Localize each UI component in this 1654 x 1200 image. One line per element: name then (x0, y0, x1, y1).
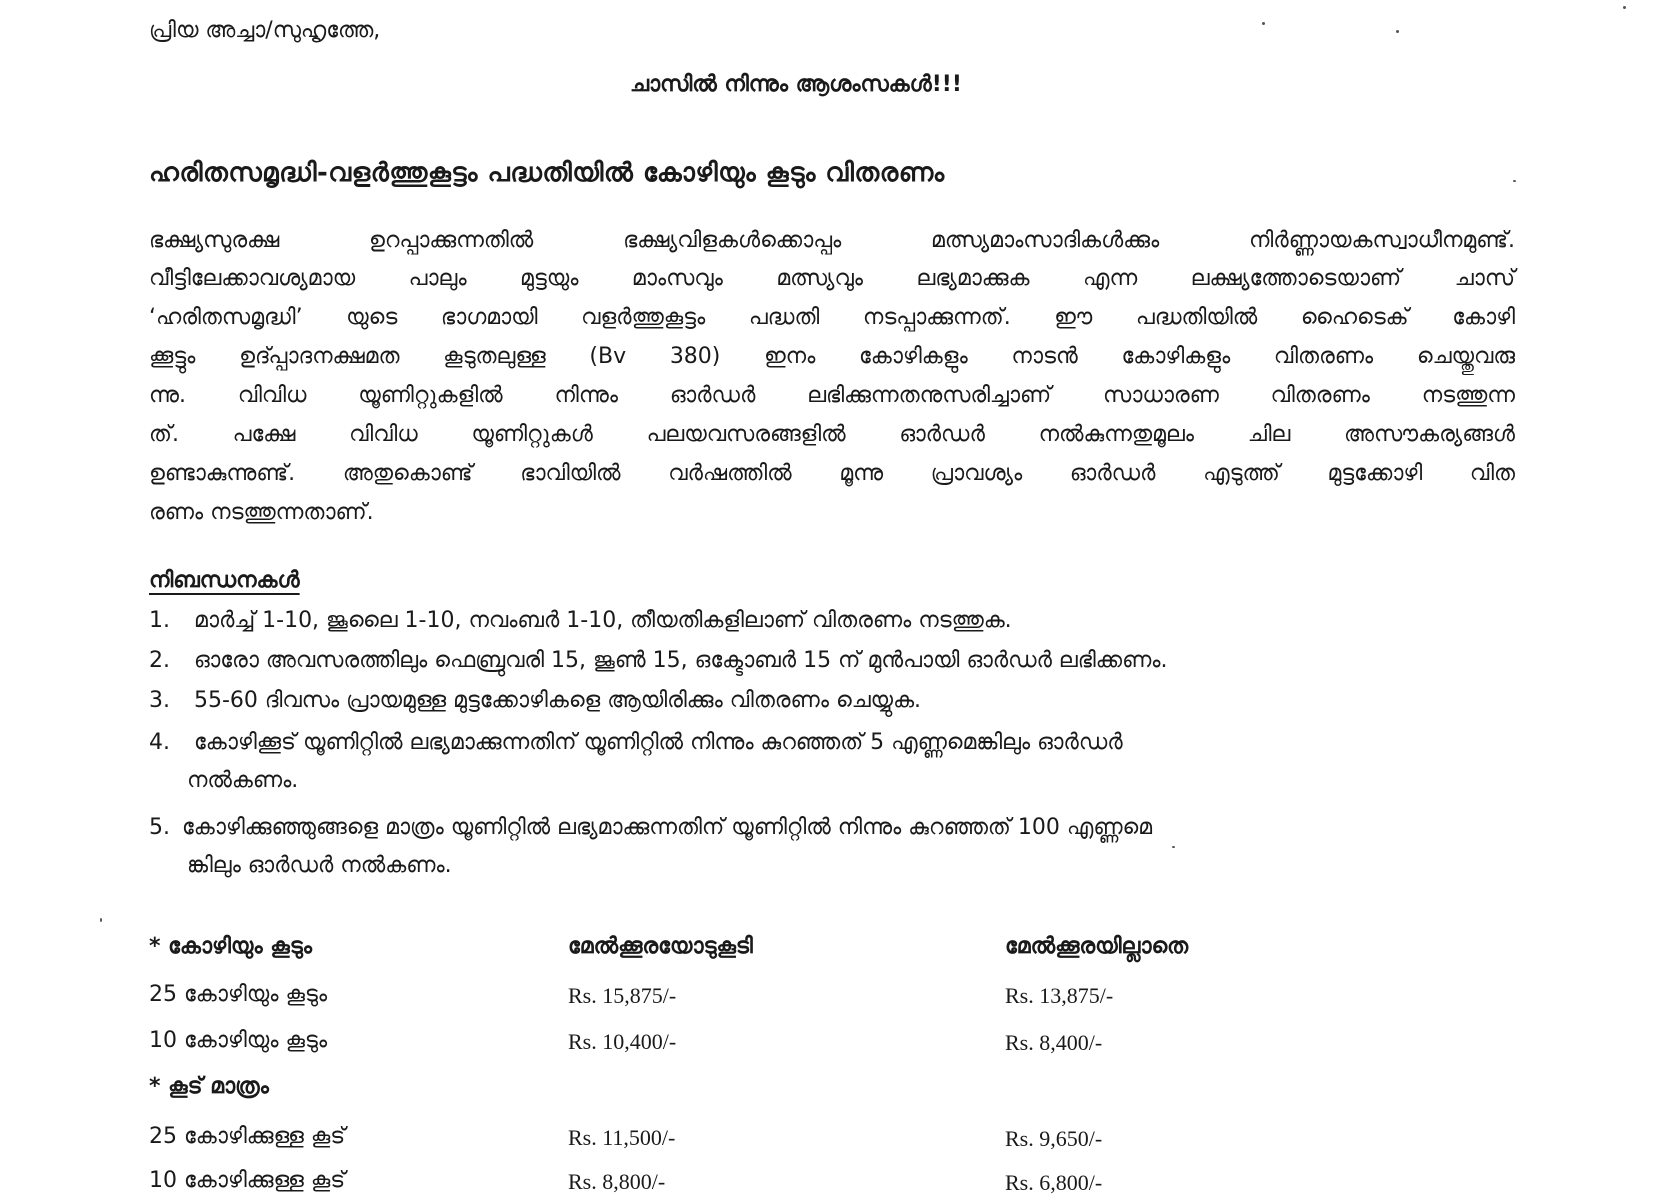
scan-speck (100, 918, 102, 922)
price-group-heading: * കൂട് മാത്രം (149, 1074, 269, 1099)
paragraph-line: വീട്ടിലേക്കാവശ്യമായ പാലും മുട്ടയും മാംസവും മത്സ്യവും ലഭ്യമാക്കുക എന്ന ലക്ഷ്യത്തോടെയാണ് ചാസ് (149, 266, 1515, 291)
paragraph-line: ത്. പക്ഷേ വിവിധ യൂണിറ്റുകൾ പലയവസരങ്ങളിൽ ഓർഡർ നൽകുന്നതുമൂലം ചില അസൗകര്യങ്ങൾ (149, 422, 1515, 447)
condition-number: 4. (149, 730, 170, 755)
price-with-roof: Rs. 10,400/- (568, 1029, 677, 1054)
price-row-item: 10 കോഴിയും കൂടും (149, 1028, 328, 1053)
letter-title: ഹരിതസമൃദ്ധി-വളർത്തുകൂട്ടം പദ്ധതിയിൽ കോഴിയും കൂടും വിതരണം (149, 158, 945, 188)
scan-speck (1396, 30, 1399, 33)
scan-speck (1262, 22, 1265, 25)
price-row-item: 10 കോഴിക്കുള്ള കൂട് (149, 1168, 346, 1193)
scan-speck (1513, 180, 1516, 182)
condition-continuation: ങ്കിലും ഓർഡർ നൽകണം. (187, 853, 452, 878)
price-with-roof: Rs. 11,500/- (568, 1125, 676, 1150)
paragraph-line: ഭക്ഷ്യസുരക്ഷ ഉറപ്പാക്കുന്നതിൽ ഭക്ഷ്യവിളകൾക്കൊപ്പം മത്സ്യമാംസാദികൾക്കും നിർണ്ണായകസ്വാധീനമുണ്ട്. (149, 228, 1515, 253)
conditions-heading: നിബന്ധനകൾ (149, 568, 300, 593)
condition-number: 5. (149, 815, 170, 840)
price-without-roof: Rs. 9,650/- (1005, 1126, 1103, 1151)
price-table-header-with-roof: മേൽക്കൂരയോടുകൂടി (568, 934, 753, 959)
condition-text: കോഴിക്കൂട് യൂണിറ്റിൽ ലഭ്യമാക്കുന്നതിന് യൂണിറ്റിൽ നിന്നും കുറഞ്ഞത് 5 എണ്ണമെങ്കിലും ഓർഡർ (194, 730, 1123, 755)
condition-text: 55-60 ദിവസം പ്രായമുള്ള മുട്ടക്കോഴികളെ ആയിരിക്കും വിതരണം ചെയ്യുക. (194, 688, 922, 713)
price-without-roof: Rs. 6,800/- (1005, 1170, 1103, 1195)
paragraph-line: ഉണ്ടാകുന്നുണ്ട്. അതുകൊണ്ട് ഭാവിയിൽ വർഷത്തിൽ മൂന്നു പ്രാവശ്യം ഓർഡർ എടുത്ത് മുട്ടക്കോഴി വിത (149, 461, 1515, 486)
scan-speck (1623, 6, 1626, 9)
paragraph-line: ന്നു. വിവിധ യൂണിറ്റുകളിൽ നിന്നും ഓർഡർ ലഭിക്കുന്നതനുസരിച്ചാണ് സാധാരണ വിതരണം നടത്തുന്ന (149, 383, 1515, 408)
condition-text: മാർച്ച് 1-10, ജൂലൈ 1-10, നവംബർ 1-10, തീയതികളിലാണ് വിതരണം നടത്തുക. (194, 608, 1012, 633)
price-without-roof: Rs. 8,400/- (1005, 1030, 1103, 1055)
condition-text: ഓരോ അവസരത്തിലും ഫെബ്രുവരി 15, ജൂൺ 15, ഒക്ടോബർ 15 ന് മുൻപായി ഓർഡർ ലഭിക്കണം. (194, 648, 1168, 673)
price-without-roof: Rs. 13,875/- (1005, 983, 1114, 1008)
salutation: പ്രിയ അച്ചാ/സുഹൃത്തേ, (149, 18, 381, 43)
price-row-item: 25 കോഴിയും കൂടും (149, 982, 328, 1007)
price-table-header-without-roof: മേൽക്കൂരയില്ലാതെ (1005, 934, 1189, 959)
price-row-item: 25 കോഴിക്കുള്ള കൂട് (149, 1124, 346, 1149)
greeting-line: ചാസിൽ നിന്നും ആശംസകൾ!!! (630, 72, 962, 97)
paragraph-line: ക്കൂട്ടും ഉദ്പ്പാദനക്ഷമത കൂടുതലുള്ള (Bv 380) ഇനം കോഴികളും നാടൻ കോഴികളും വിതരണം ചെയ്തുവരു (149, 344, 1515, 369)
condition-continuation: നൽകണം. (187, 768, 299, 793)
price-table-header-item: * കോഴിയും കൂടും (149, 934, 312, 959)
condition-number: 3. (149, 688, 170, 713)
price-with-roof: Rs. 8,800/- (568, 1169, 666, 1194)
paragraph-line: രണം നടത്തുന്നതാണ്. (149, 500, 374, 525)
paragraph-line: ‘ഹരിതസമൃദ്ധി’ യുടെ ഭാഗമായി വളർത്തുകൂട്ടം പദ്ധതി നടപ്പാക്കുന്നത്. ഈ പദ്ധതിയിൽ ഹൈടെക് കോഴി (149, 305, 1515, 330)
condition-number: 2. (149, 648, 170, 673)
condition-text: കോഴിക്കുഞ്ഞുങ്ങളെ മാത്രം യൂണിറ്റിൽ ലഭ്യമാക്കുന്നതിന് യൂണിറ്റിൽ നിന്നും കുറഞ്ഞത് 100 എണ്ണമെ (182, 815, 1153, 840)
scan-speck (1172, 846, 1175, 848)
price-with-roof: Rs. 15,875/- (568, 983, 677, 1008)
condition-number: 1. (149, 608, 170, 633)
